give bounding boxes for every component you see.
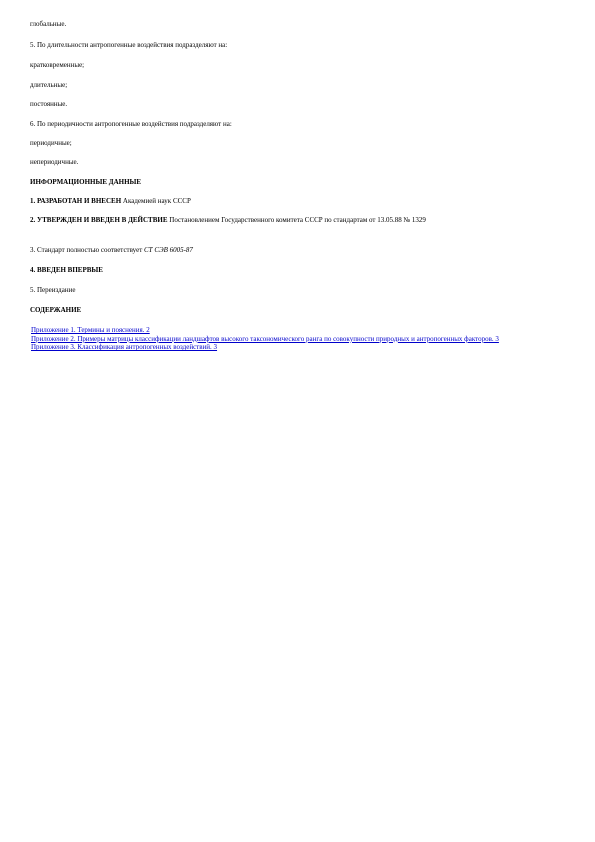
info-item-3-text: 3. Стандарт полностью соответствует	[30, 246, 145, 254]
text-item-6: 6. По периодичности антропогенные воздействия подразделяют на:	[30, 120, 232, 128]
text-permanent: постоянные.	[30, 100, 68, 108]
info-item-3	[30, 246, 560, 255]
info-item-5: 5. Переиздание	[30, 286, 76, 294]
text-non-periodic: непериодичные.	[30, 158, 79, 166]
info-item-3-standard: СТ СЭВ 6005-87	[144, 246, 193, 254]
text-periodic: периодичные;	[30, 139, 72, 147]
info-item-1-label: 1. РАЗРАБОТАН И ВНЕСЕН	[30, 197, 122, 205]
info-item-2-label: 2. УТВЕРЖДЕН И ВВЕДЕН В ДЕЙСТВИЕ	[30, 216, 168, 224]
contents-heading: СОДЕРЖАНИЕ	[30, 306, 82, 314]
text-short-term: кратковременные;	[30, 61, 85, 69]
table-of-contents	[31, 326, 551, 352]
info-heading: ИНФОРМАЦИОННЫЕ ДАННЫЕ	[30, 178, 142, 186]
info-item-1-text: Академией наук СССР	[121, 197, 191, 205]
text-global: глобальные.	[30, 20, 67, 28]
toc-link-appendix-1[interactable]: Приложение 1. Термины и пояснения. 2	[31, 326, 150, 334]
toc-link-appendix-2[interactable]: Приложение 2. Примеры матрицы классификации ландшафтов высокого таксономического ранга по совокупности природных и антропогенных факторов. 3	[31, 334, 499, 343]
text-long-term: длительные;	[30, 81, 68, 89]
toc-link-appendix-3[interactable]: Приложение 3. Классификация антропогенных воздействий. 3	[31, 343, 218, 351]
info-item-4: 4. ВВЕДЕН ВПЕРВЫЕ	[30, 266, 103, 274]
info-item-2	[30, 216, 560, 225]
info-item-2-text: Постановлением Государственного комитета СССР по стандартам от 13.05.88 № 1329	[167, 216, 426, 224]
text-item-5: 5. По длительности антропогенные воздействия подразделяют на:	[30, 41, 228, 49]
info-item-1	[30, 197, 560, 206]
